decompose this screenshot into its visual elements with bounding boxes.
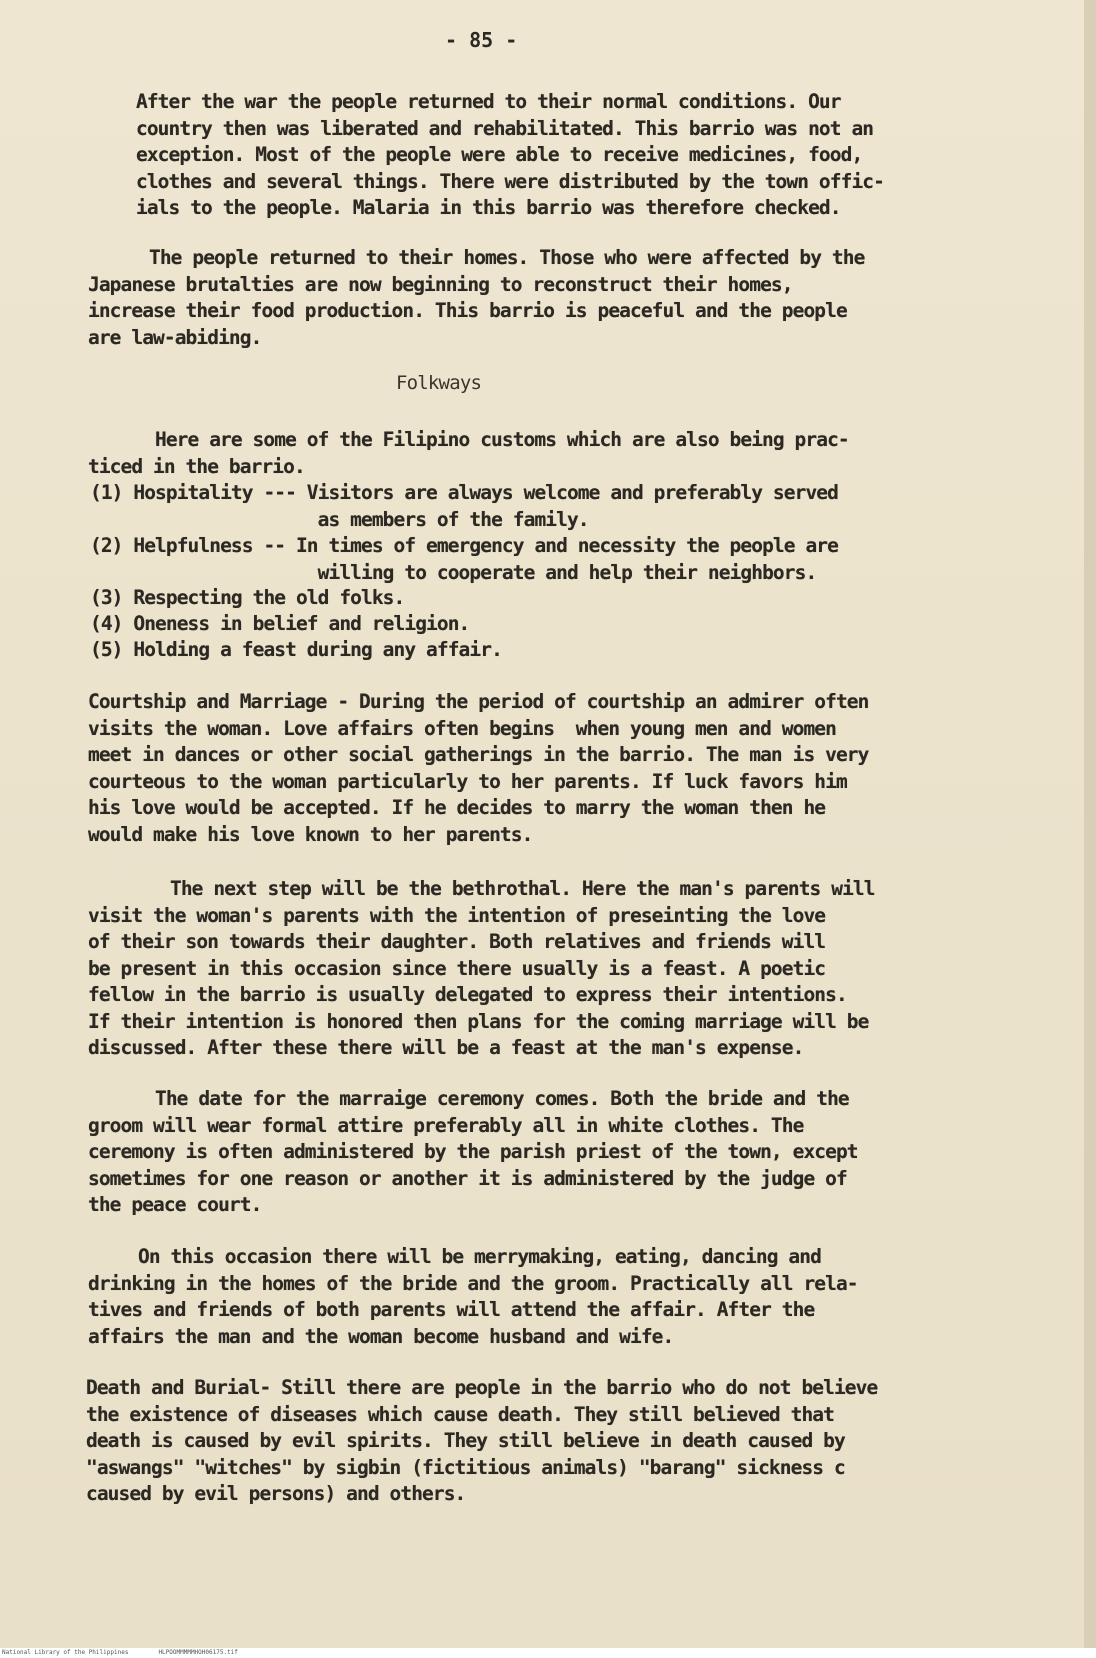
folkways-heading: Folkways [396, 372, 482, 394]
footer-library: National Library of the Philippines [2, 1649, 129, 1656]
customs-list-item: (1) Hospitality --- Visitors are always welcome and preferably served as members of the family. [90, 481, 838, 531]
paragraph-merrymaking: On this occasion there will be merrymaking, eating, dancing and drinking in the homes of the bride and the groom. Practically all rela- tives and friends of both parents will attend the affair. After the affairs the man and the woman become husband and wife. [88, 1245, 858, 1348]
footer-file-id: HLPOOMMMMMHOH06175.tif [158, 1649, 238, 1656]
paragraph-bethrothal: The next step will be the bethrothal. Here the man's parents will visit the woman's parents with the intention of preseinting the love of their son towards their daughter. Both relatives and friends will be present in this occasion since there usually is a feast. A poetic fellow in the barrio is usually delegated to express their intentions. If their intention is honored then plans for the coming marriage will be discussed. After these there will be a feast at the man's expense. [88, 877, 875, 1059]
customs-list-item: (5) Holding a feast during any affair. [90, 638, 502, 661]
paragraph-people-returned: The people returned to their homes. Those who were affected by the Japanese brutalties are now beginning to reconstruct their homes, increase their food production. This barrio is peaceful and the people are law-abiding. [88, 246, 865, 349]
paragraph-death-burial: Death and Burial- Still there are people in the barrio who do not believe the existence of diseases which cause death. They still believed that death is caused by evil spirits. They still believe in death caused by "aswangs" "witches" by sigbin (fictitious animals) "barang" sickness c caused by evil persons) and others. [86, 1376, 878, 1505]
customs-list-item: (2) Helpfulness -- In times of emergency and necessity the people are willing to cooperate and help their neighbors. [90, 534, 838, 584]
scan-footer [0, 1648, 1096, 1658]
paragraph-courtship-marriage: Courtship and Marriage - During the period of courtship an admirer often visits the woman. Love affairs often begins when young men and women meet in dances or other social gatherings in the barrio. The man is very courteous to the woman particularly to her parents. If luck favors him his love would be accepted. If he decides to marry the woman then he would make his love known to her parents. [88, 690, 869, 846]
paragraph-marriage-ceremony: The date for the marraige ceremony comes. Both the bride and the groom will wear formal attire preferably all in white clothes. The ceremony is often administered by the parish priest of the town, except sometimes for one reason or another it is administered by the judge of the peace court. [88, 1087, 858, 1216]
customs-list-item: (4) Oneness in belief and religion. [90, 612, 470, 635]
page-number: - 85 - [445, 28, 518, 52]
paragraph-customs-intro: Here are some of the Filipino customs which are also being prac- ticed in the barrio. [88, 428, 849, 478]
customs-list-item: (3) Respecting the old folks. [90, 586, 405, 609]
paragraph-after-war: After the war the people returned to their normal conditions. Our country then was liberated and rehabilitated. This barrio was not an exception. Most of the people were able to receive medicines, food, clothes and several things. There were distributed by the town offic- ials to the people. Malaria in this barrio was therefore checked. [136, 90, 884, 219]
